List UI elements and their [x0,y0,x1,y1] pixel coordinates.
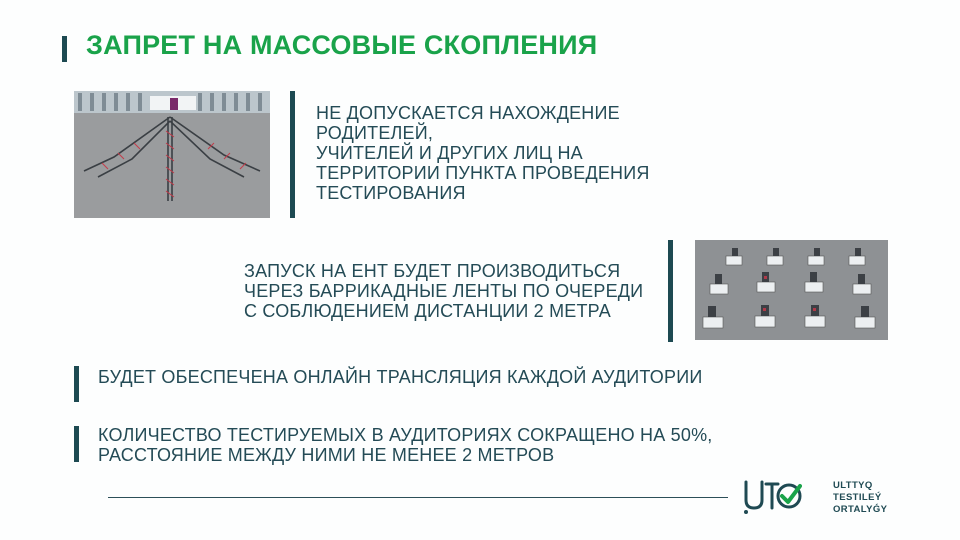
block2-line: ЗАПУСК НА ЕНТ БУДЕТ ПРОИЗВОДИТЬСЯ [244,261,621,281]
logo-wordmark [833,480,887,516]
block3-bar [74,366,79,402]
queue-barricade-image [74,91,270,218]
block4-bar [74,426,79,462]
logo-line: ULTTYQ [833,480,873,491]
block1-line: ТЕРРИТОРИИ ПУНКТА ПРОВЕДЕНИЯ [316,163,650,183]
block4-line: РАССТОЯНИЕ МЕЖДУ НИМИ НЕ МЕНЕЕ 2 МЕТРОВ [98,445,555,465]
utc-logo-icon [742,474,802,518]
logo-line: TESTILEÝ [833,492,882,503]
block2-line: ЧЕРЕЗ БАРРИКАДНЫЕ ЛЕНТЫ ПО ОЧЕРЕДИ [244,281,644,301]
footer-divider [108,497,728,498]
block3-line: БУДЕТ ОБЕСПЕЧЕНА ОНЛАЙН ТРАНСЛЯЦИЯ КАЖДОЙ АУДИТОРИИ [98,367,703,387]
title-accent-bar [62,36,67,62]
block2-line: С СОБЛЮДЕНИЕМ ДИСТАНЦИИ 2 МЕТРА [244,301,611,321]
block1-line: РОДИТЕЛЕЙ, [316,123,434,143]
block3-text [98,367,703,387]
logo-line: ORTALYǴY [833,504,888,515]
block2-bar [668,240,673,342]
block1-line: УЧИТЕЛЕЙ И ДРУГИХ ЛИЦ НА [316,143,583,163]
block1-bar [290,91,295,218]
page-title: ЗАПРЕТ НА МАССОВЫЕ СКОПЛЕНИЯ [86,30,598,60]
block1-text [316,103,650,203]
classroom-desks-image [695,240,888,340]
block1-line: НЕ ДОПУСКАЕТСЯ НАХОЖДЕНИЕ [316,103,620,123]
block4-line: КОЛИЧЕСТВО ТЕСТИРУЕМЫХ В АУДИТОРИЯХ СОКРАЩЕНО НА 50%, [98,425,713,445]
block2-text [244,261,643,321]
block4-text [98,425,713,465]
block1-line: ТЕСТИРОВАНИЯ [316,183,466,203]
